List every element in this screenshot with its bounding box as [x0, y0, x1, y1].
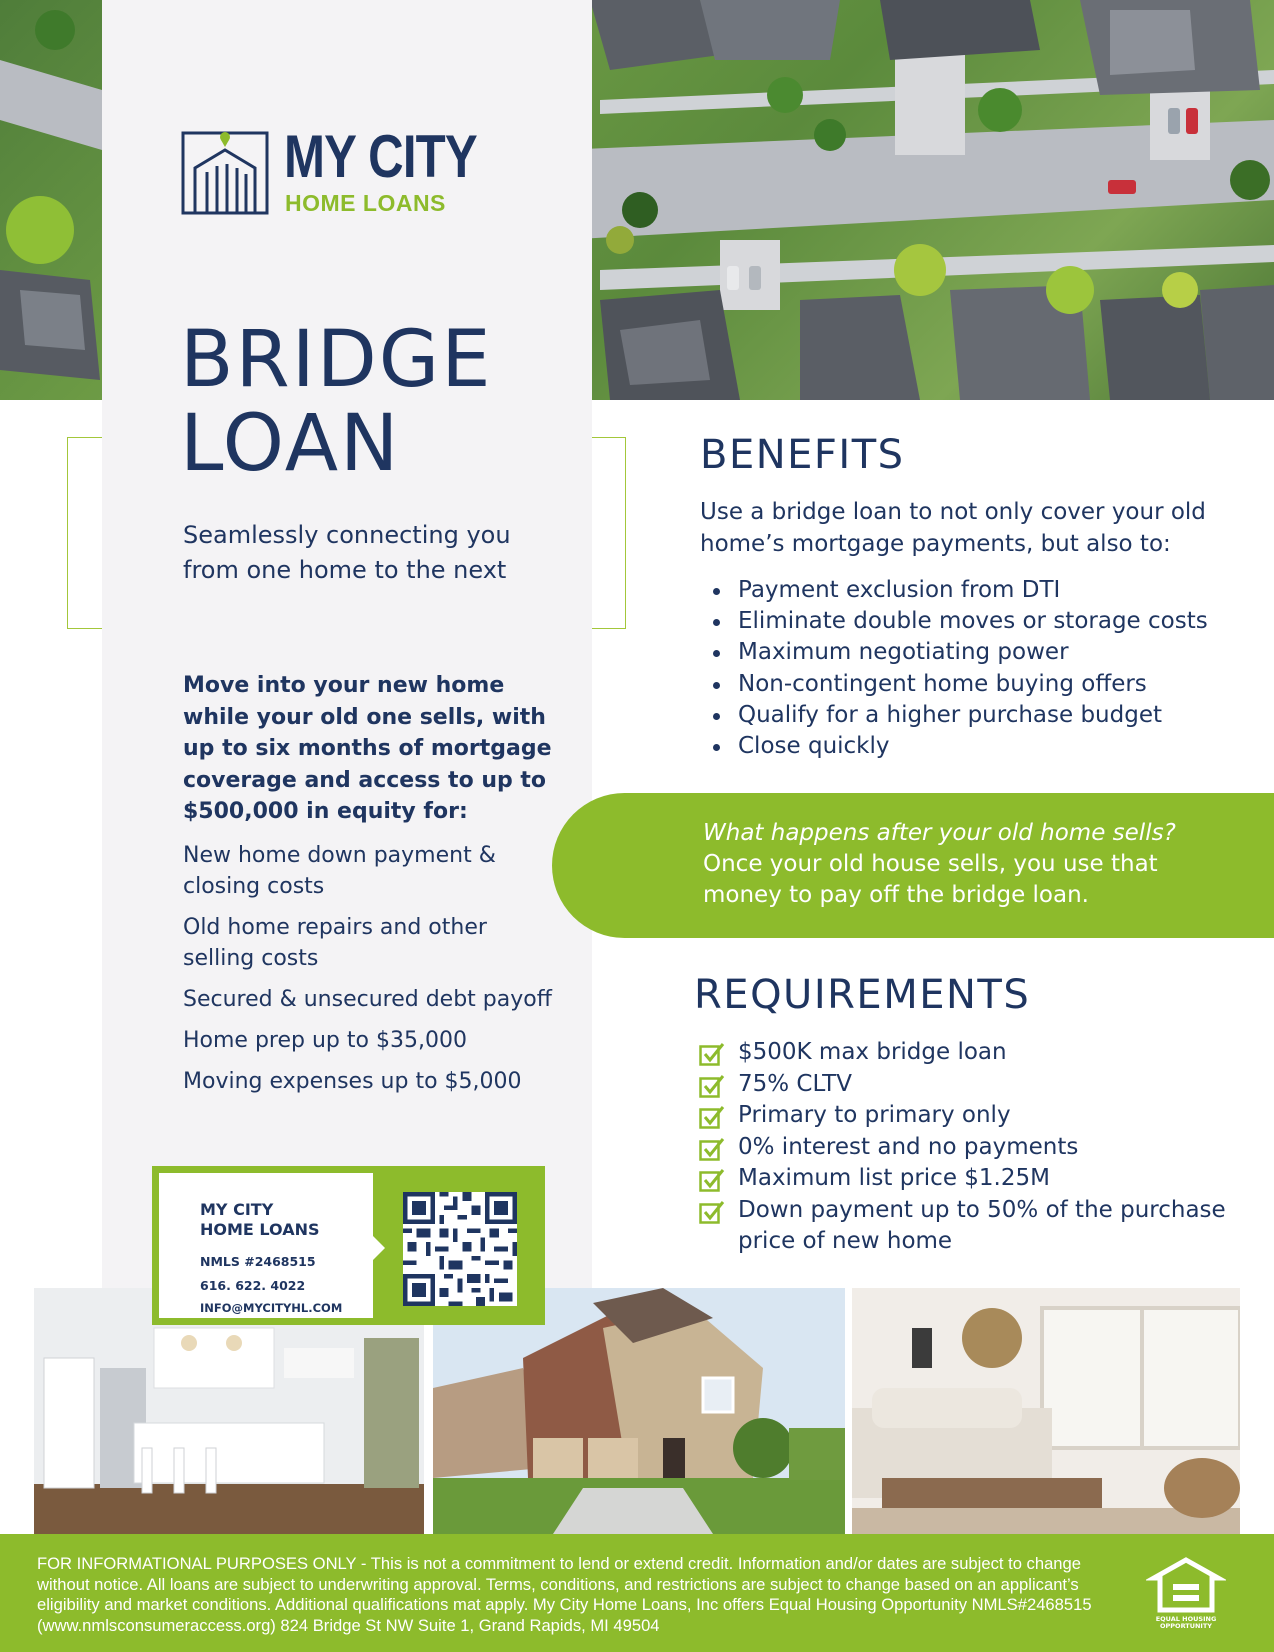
checkbox-check-icon	[699, 1137, 725, 1161]
contact-company-name	[200, 1200, 320, 1240]
contact-nmls: NMLS #2468515	[200, 1254, 316, 1269]
bedroom-photo	[852, 1288, 1240, 1534]
requirement-text: Maximum list price $1.25M	[738, 1165, 1050, 1191]
contact-card	[152, 1166, 545, 1325]
list-item: Home prep up to $35,000	[183, 1028, 467, 1053]
checkbox-check-icon	[699, 1074, 725, 1098]
list-item	[699, 1069, 1239, 1101]
list-item: New home down payment & closing costs	[183, 843, 496, 899]
tagline: Seamlessly connecting you from one home to the next	[183, 521, 511, 584]
footer	[0, 1534, 1274, 1652]
contact-name-line2: HOME LOANS	[200, 1220, 320, 1239]
list-item	[699, 1100, 1239, 1132]
requirement-text: 0% interest and no payments	[738, 1133, 1079, 1160]
building-logo-icon	[181, 128, 269, 216]
list-item: Secured & unsecured debt payoff	[183, 987, 552, 1012]
list-item	[699, 1195, 1239, 1258]
checkbox-check-icon	[699, 1200, 725, 1224]
page-title	[180, 315, 493, 489]
benefits-heading: BENEFITS	[700, 432, 905, 478]
list-item	[699, 1132, 1239, 1164]
checkbox-check-icon	[699, 1168, 725, 1192]
checkbox-check-icon	[699, 1042, 725, 1066]
callout-question: What happens after your old home sells?	[703, 820, 1176, 846]
list-item: Eliminate double moves or storage costs	[710, 606, 1208, 637]
requirements-list	[699, 1037, 1239, 1258]
benefits-list	[710, 575, 1208, 762]
qr-code-icon[interactable]	[403, 1192, 517, 1306]
list-item: Old home repairs and other selling costs	[183, 915, 487, 971]
list-item: Payment exclusion from DTI	[710, 575, 1208, 606]
requirement-text: Primary to primary only	[738, 1102, 1011, 1128]
list-item: Moving expenses up to $5,000	[183, 1069, 522, 1094]
requirement-text: 75% CLTV	[738, 1070, 852, 1097]
contact-email[interactable]: INFO@MYCITYHL.COM	[200, 1301, 343, 1315]
callout-answer: Once your old house sells, you use that money to pay off the bridge loan.	[703, 851, 1158, 908]
page-title-line2: LOAN	[180, 399, 401, 489]
logo-name-line2: HOME LOANS	[285, 190, 446, 216]
benefits-intro: Use a bridge loan to not only cover your old home’s mortgage payments, but also to:	[700, 499, 1206, 557]
equal-housing-icon	[1146, 1556, 1226, 1616]
list-item: Close quickly	[710, 731, 1208, 762]
logo-name-line1: MY CITY	[284, 123, 477, 190]
equal-housing-label: EQUAL HOUSING OPPORTUNITY	[1155, 1615, 1217, 1630]
contact-details	[159, 1173, 373, 1318]
legal-disclaimer: FOR INFORMATIONAL PURPOSES ONLY - This is not a commitment to lend or extend credit. Information and/or dates are subject to change without notice. All loans are subject to underwriting approval. Terms, conditions, and restrictions are subject to change based on an applicant’s eligibility and market conditions. Additional qualifications mat apply. My City Home Loans, Inc offers Equal Housing Opportunity NMLS#2468515 (www.nmlsconsumeraccess.org) 824 Bridge St NW Suite 1, Grand Rapids, MI 49504	[37, 1554, 1092, 1635]
checkbox-check-icon	[699, 1105, 725, 1129]
contact-phone[interactable]: 616. 622. 4022	[200, 1278, 306, 1293]
equity-uses-list	[183, 840, 563, 1107]
requirement-text: $500K max bridge loan	[738, 1039, 1007, 1065]
list-item: Qualify for a higher purchase budget	[710, 700, 1208, 731]
list-item: Maximum negotiating power	[710, 637, 1208, 668]
page-title-line1: BRIDGE	[180, 315, 493, 405]
requirements-heading: REQUIREMENTS	[694, 972, 1031, 1018]
list-item	[699, 1037, 1239, 1069]
contact-name-line1: MY CITY	[200, 1200, 274, 1219]
equal-housing-badge	[1146, 1556, 1226, 1636]
list-item: Non-contingent home buying offers	[710, 669, 1208, 700]
callout-banner	[552, 793, 1274, 938]
list-item	[699, 1163, 1239, 1195]
intro-paragraph: Move into your new home while your old one sells, with up to six months of mortgage coverage and access to up to $500,000 in equity for:	[183, 673, 552, 824]
requirement-text: Down payment up to 50% of the purchase price of new home	[738, 1196, 1226, 1254]
company-logo	[181, 124, 481, 224]
card-pointer	[373, 1236, 385, 1260]
